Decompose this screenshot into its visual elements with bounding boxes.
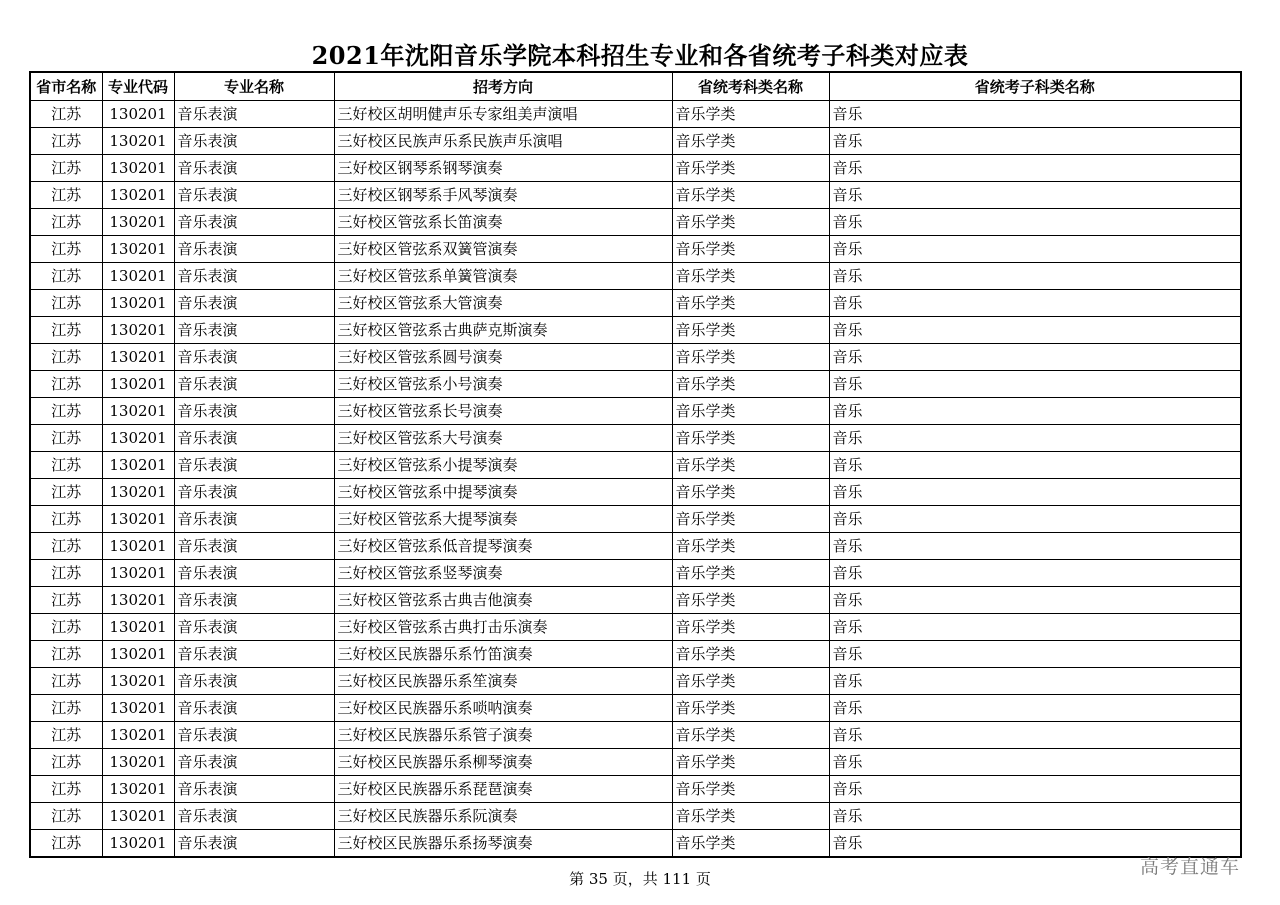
cell-category: 音乐学类 [672, 506, 829, 533]
cell-direction: 三好校区民族器乐系柳琴演奏 [334, 749, 672, 776]
cell-province: 江苏 [30, 209, 102, 236]
cell-province: 江苏 [30, 668, 102, 695]
table-row [30, 317, 1241, 344]
cell-direction: 三好校区管弦系古典萨克斯演奏 [334, 317, 672, 344]
cell-category: 音乐学类 [672, 398, 829, 425]
header-direction: 招考方向 [334, 72, 672, 101]
cell-major-code: 130201 [102, 479, 174, 506]
cell-major-name: 音乐表演 [174, 506, 334, 533]
cell-province: 江苏 [30, 533, 102, 560]
cell-major-code: 130201 [102, 830, 174, 858]
cell-major-code: 130201 [102, 533, 174, 560]
cell-subcategory: 音乐 [829, 587, 1241, 614]
cell-category: 音乐学类 [672, 614, 829, 641]
table-body [30, 101, 1241, 858]
cell-subcategory: 音乐 [829, 695, 1241, 722]
cell-major-name: 音乐表演 [174, 533, 334, 560]
cell-category: 音乐学类 [672, 317, 829, 344]
cell-subcategory: 音乐 [829, 236, 1241, 263]
cell-province: 江苏 [30, 128, 102, 155]
cell-category: 音乐学类 [672, 290, 829, 317]
cell-major-name: 音乐表演 [174, 128, 334, 155]
cell-category: 音乐学类 [672, 371, 829, 398]
table-row [30, 776, 1241, 803]
cell-major-code: 130201 [102, 641, 174, 668]
table-row [30, 344, 1241, 371]
table-row [30, 722, 1241, 749]
cell-province: 江苏 [30, 101, 102, 128]
table-row [30, 749, 1241, 776]
table-row [30, 398, 1241, 425]
cell-direction: 三好校区民族器乐系扬琴演奏 [334, 830, 672, 858]
cell-province: 江苏 [30, 695, 102, 722]
cell-category: 音乐学类 [672, 236, 829, 263]
cell-direction: 三好校区管弦系低音提琴演奏 [334, 533, 672, 560]
cell-province: 江苏 [30, 155, 102, 182]
cell-subcategory: 音乐 [829, 371, 1241, 398]
cell-category: 音乐学类 [672, 344, 829, 371]
cell-province: 江苏 [30, 830, 102, 858]
table-row [30, 830, 1241, 858]
cell-major-name: 音乐表演 [174, 560, 334, 587]
cell-major-code: 130201 [102, 803, 174, 830]
cell-direction: 三好校区管弦系长笛演奏 [334, 209, 672, 236]
cell-category: 音乐学类 [672, 155, 829, 182]
cell-major-name: 音乐表演 [174, 749, 334, 776]
cell-direction: 三好校区钢琴系钢琴演奏 [334, 155, 672, 182]
cell-subcategory: 音乐 [829, 803, 1241, 830]
cell-major-code: 130201 [102, 695, 174, 722]
cell-category: 音乐学类 [672, 263, 829, 290]
cell-category: 音乐学类 [672, 830, 829, 858]
table-row [30, 479, 1241, 506]
cell-major-name: 音乐表演 [174, 425, 334, 452]
cell-subcategory: 音乐 [829, 317, 1241, 344]
cell-major-name: 音乐表演 [174, 182, 334, 209]
cell-direction: 三好校区管弦系双簧管演奏 [334, 236, 672, 263]
cell-category: 音乐学类 [672, 533, 829, 560]
header-subcategory: 省统考子科类名称 [829, 72, 1241, 101]
cell-subcategory: 音乐 [829, 155, 1241, 182]
cell-province: 江苏 [30, 398, 102, 425]
cell-category: 音乐学类 [672, 182, 829, 209]
cell-subcategory: 音乐 [829, 209, 1241, 236]
cell-major-code: 130201 [102, 398, 174, 425]
cell-major-name: 音乐表演 [174, 290, 334, 317]
cell-major-name: 音乐表演 [174, 641, 334, 668]
cell-subcategory: 音乐 [829, 101, 1241, 128]
cell-major-code: 130201 [102, 344, 174, 371]
table-row [30, 533, 1241, 560]
cell-major-code: 130201 [102, 587, 174, 614]
table-row [30, 128, 1241, 155]
cell-province: 江苏 [30, 236, 102, 263]
cell-major-code: 130201 [102, 155, 174, 182]
cell-province: 江苏 [30, 722, 102, 749]
cell-major-code: 130201 [102, 101, 174, 128]
cell-direction: 三好校区民族器乐系竹笛演奏 [334, 641, 672, 668]
cell-subcategory: 音乐 [829, 641, 1241, 668]
cell-subcategory: 音乐 [829, 128, 1241, 155]
cell-subcategory: 音乐 [829, 398, 1241, 425]
table-row [30, 668, 1241, 695]
table-header-row [30, 72, 1241, 101]
cell-province: 江苏 [30, 317, 102, 344]
table-row [30, 452, 1241, 479]
cell-subcategory: 音乐 [829, 290, 1241, 317]
table-row [30, 506, 1241, 533]
table-row [30, 209, 1241, 236]
cell-direction: 三好校区管弦系大号演奏 [334, 425, 672, 452]
cell-direction: 三好校区管弦系竖琴演奏 [334, 560, 672, 587]
cell-major-name: 音乐表演 [174, 803, 334, 830]
cell-category: 音乐学类 [672, 587, 829, 614]
cell-category: 音乐学类 [672, 452, 829, 479]
cell-direction: 三好校区钢琴系手风琴演奏 [334, 182, 672, 209]
cell-major-code: 130201 [102, 614, 174, 641]
cell-subcategory: 音乐 [829, 263, 1241, 290]
cell-major-name: 音乐表演 [174, 398, 334, 425]
cell-major-code: 130201 [102, 776, 174, 803]
table-row [30, 182, 1241, 209]
cell-province: 江苏 [30, 371, 102, 398]
cell-major-name: 音乐表演 [174, 587, 334, 614]
cell-direction: 三好校区民族器乐系唢呐演奏 [334, 695, 672, 722]
cell-category: 音乐学类 [672, 101, 829, 128]
table-row [30, 560, 1241, 587]
enrollment-table [29, 71, 1242, 858]
cell-major-code: 130201 [102, 182, 174, 209]
cell-major-code: 130201 [102, 317, 174, 344]
cell-province: 江苏 [30, 479, 102, 506]
cell-category: 音乐学类 [672, 695, 829, 722]
cell-province: 江苏 [30, 560, 102, 587]
cell-direction: 三好校区管弦系大提琴演奏 [334, 506, 672, 533]
table-row [30, 155, 1241, 182]
cell-major-name: 音乐表演 [174, 776, 334, 803]
cell-direction: 三好校区管弦系长号演奏 [334, 398, 672, 425]
cell-direction: 三好校区管弦系古典打击乐演奏 [334, 614, 672, 641]
cell-major-name: 音乐表演 [174, 344, 334, 371]
cell-subcategory: 音乐 [829, 452, 1241, 479]
cell-subcategory: 音乐 [829, 749, 1241, 776]
cell-direction: 三好校区管弦系单簧管演奏 [334, 263, 672, 290]
watermark: 高考直通车 [1140, 856, 1241, 878]
table-row [30, 236, 1241, 263]
table-row [30, 371, 1241, 398]
cell-major-code: 130201 [102, 722, 174, 749]
cell-direction: 三好校区民族器乐系琵琶演奏 [334, 776, 672, 803]
cell-subcategory: 音乐 [829, 182, 1241, 209]
cell-province: 江苏 [30, 776, 102, 803]
cell-major-name: 音乐表演 [174, 371, 334, 398]
cell-major-name: 音乐表演 [174, 263, 334, 290]
cell-subcategory: 音乐 [829, 344, 1241, 371]
cell-major-code: 130201 [102, 668, 174, 695]
header-major-name: 专业名称 [174, 72, 334, 101]
cell-major-name: 音乐表演 [174, 695, 334, 722]
table-row [30, 614, 1241, 641]
cell-direction: 三好校区管弦系小提琴演奏 [334, 452, 672, 479]
cell-subcategory: 音乐 [829, 668, 1241, 695]
cell-category: 音乐学类 [672, 209, 829, 236]
cell-major-name: 音乐表演 [174, 101, 334, 128]
header-province: 省市名称 [30, 72, 102, 101]
cell-direction: 三好校区民族器乐系阮演奏 [334, 803, 672, 830]
cell-category: 音乐学类 [672, 722, 829, 749]
cell-category: 音乐学类 [672, 128, 829, 155]
cell-province: 江苏 [30, 344, 102, 371]
cell-subcategory: 音乐 [829, 425, 1241, 452]
cell-direction: 三好校区管弦系大管演奏 [334, 290, 672, 317]
cell-major-code: 130201 [102, 749, 174, 776]
cell-major-name: 音乐表演 [174, 317, 334, 344]
cell-direction: 三好校区民族器乐系笙演奏 [334, 668, 672, 695]
cell-province: 江苏 [30, 749, 102, 776]
cell-major-code: 130201 [102, 290, 174, 317]
cell-major-name: 音乐表演 [174, 452, 334, 479]
cell-major-name: 音乐表演 [174, 209, 334, 236]
cell-major-code: 130201 [102, 560, 174, 587]
cell-subcategory: 音乐 [829, 506, 1241, 533]
cell-category: 音乐学类 [672, 425, 829, 452]
cell-major-code: 130201 [102, 371, 174, 398]
cell-major-name: 音乐表演 [174, 722, 334, 749]
cell-province: 江苏 [30, 641, 102, 668]
document-title: 2021年沈阳音乐学院本科招生专业和各省统考子科类对应表 [311, 41, 969, 70]
cell-major-code: 130201 [102, 263, 174, 290]
table-row [30, 425, 1241, 452]
cell-subcategory: 音乐 [829, 614, 1241, 641]
table-row [30, 263, 1241, 290]
cell-category: 音乐学类 [672, 641, 829, 668]
cell-major-code: 130201 [102, 425, 174, 452]
table-row [30, 695, 1241, 722]
cell-province: 江苏 [30, 803, 102, 830]
cell-major-code: 130201 [102, 236, 174, 263]
cell-direction: 三好校区管弦系古典吉他演奏 [334, 587, 672, 614]
cell-direction: 三好校区民族声乐系民族声乐演唱 [334, 128, 672, 155]
cell-subcategory: 音乐 [829, 560, 1241, 587]
cell-major-name: 音乐表演 [174, 236, 334, 263]
cell-province: 江苏 [30, 614, 102, 641]
cell-subcategory: 音乐 [829, 830, 1241, 858]
cell-subcategory: 音乐 [829, 776, 1241, 803]
cell-province: 江苏 [30, 182, 102, 209]
cell-direction: 三好校区胡明健声乐专家组美声演唱 [334, 101, 672, 128]
cell-category: 音乐学类 [672, 803, 829, 830]
cell-province: 江苏 [30, 587, 102, 614]
cell-major-name: 音乐表演 [174, 479, 334, 506]
cell-category: 音乐学类 [672, 776, 829, 803]
page-footer: 第 35 页，共 111 页 [569, 870, 711, 888]
table-row [30, 641, 1241, 668]
cell-province: 江苏 [30, 425, 102, 452]
cell-category: 音乐学类 [672, 479, 829, 506]
cell-province: 江苏 [30, 263, 102, 290]
cell-direction: 三好校区管弦系小号演奏 [334, 371, 672, 398]
cell-direction: 三好校区民族器乐系管子演奏 [334, 722, 672, 749]
cell-major-code: 130201 [102, 128, 174, 155]
cell-major-name: 音乐表演 [174, 830, 334, 858]
cell-province: 江苏 [30, 452, 102, 479]
header-category: 省统考科类名称 [672, 72, 829, 101]
cell-major-code: 130201 [102, 209, 174, 236]
table-row [30, 587, 1241, 614]
cell-category: 音乐学类 [672, 560, 829, 587]
header-major-code: 专业代码 [102, 72, 174, 101]
cell-major-name: 音乐表演 [174, 668, 334, 695]
cell-major-name: 音乐表演 [174, 155, 334, 182]
cell-province: 江苏 [30, 506, 102, 533]
cell-subcategory: 音乐 [829, 722, 1241, 749]
table-row [30, 290, 1241, 317]
cell-category: 音乐学类 [672, 749, 829, 776]
cell-major-code: 130201 [102, 506, 174, 533]
cell-major-code: 130201 [102, 452, 174, 479]
cell-direction: 三好校区管弦系圆号演奏 [334, 344, 672, 371]
table-row [30, 803, 1241, 830]
cell-major-name: 音乐表演 [174, 614, 334, 641]
cell-category: 音乐学类 [672, 668, 829, 695]
cell-subcategory: 音乐 [829, 479, 1241, 506]
cell-subcategory: 音乐 [829, 533, 1241, 560]
cell-province: 江苏 [30, 290, 102, 317]
cell-direction: 三好校区管弦系中提琴演奏 [334, 479, 672, 506]
table-row [30, 101, 1241, 128]
